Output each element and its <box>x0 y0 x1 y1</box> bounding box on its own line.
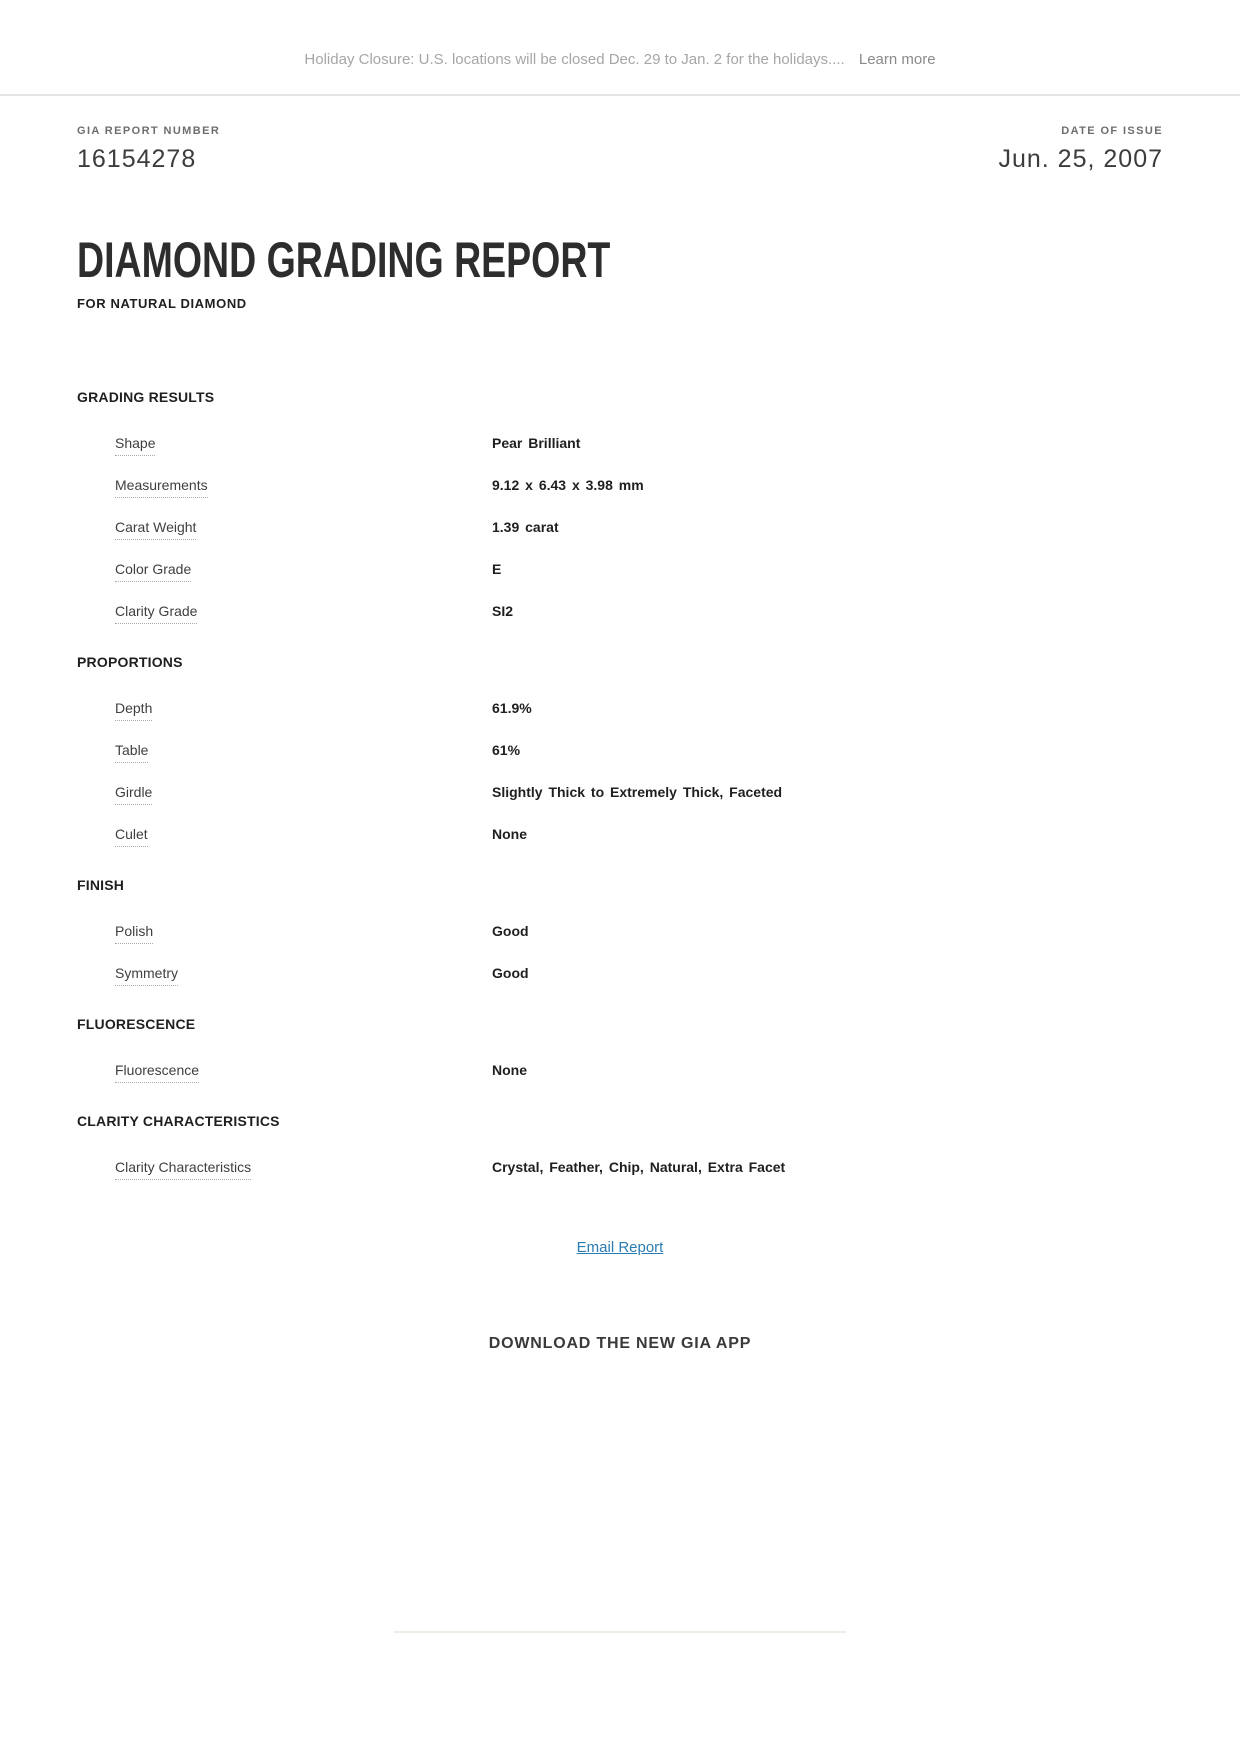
grading-results-rows <box>77 434 1163 624</box>
spec-row-clarity-grade <box>115 602 1163 624</box>
spec-row-depth <box>115 699 1163 721</box>
spec-label-shape[interactable]: Shape <box>115 434 155 456</box>
section-heading-finish: FINISH <box>77 877 125 893</box>
spec-value-depth: 61.9% <box>492 700 532 716</box>
spec-row-carat-weight <box>115 518 1163 540</box>
date-of-issue-label: DATE OF ISSUE <box>1061 125 1163 137</box>
holiday-banner <box>0 0 1240 96</box>
report-number-label: GIA REPORT NUMBER <box>77 125 221 137</box>
learn-more-link[interactable]: Learn more <box>858 51 936 68</box>
cutoff-image-edge <box>394 1631 846 1633</box>
spec-value-symmetry: Good <box>492 965 529 981</box>
clarity-characteristics-rows <box>77 1158 1163 1180</box>
date-of-issue-value: Jun. 25, 2007 <box>998 145 1163 173</box>
report-content <box>0 124 1240 1633</box>
section-heading-clarity-characteristics: CLARITY CHARACTERISTICS <box>77 1113 280 1129</box>
proportions-rows <box>77 699 1163 847</box>
section-clarity-characteristics <box>77 1112 1163 1180</box>
spec-label-fluorescence[interactable]: Fluorescence <box>115 1061 199 1083</box>
spec-label-symmetry[interactable]: Symmetry <box>115 964 178 986</box>
holiday-banner-message: Holiday Closure: U.S. locations will be closed Dec. 29 to Jan. 2 for the holidays.... <box>304 51 845 68</box>
spec-label-carat-weight[interactable]: Carat Weight <box>115 518 196 540</box>
page-title: DIAMOND GRADING REPORT <box>77 232 611 288</box>
spec-value-color-grade: E <box>492 561 502 577</box>
section-fluorescence <box>77 1015 1163 1083</box>
fluorescence-rows <box>77 1061 1163 1083</box>
spec-row-culet <box>115 825 1163 847</box>
spec-row-shape <box>115 434 1163 456</box>
finish-rows <box>77 922 1163 986</box>
spec-label-polish[interactable]: Polish <box>115 922 153 944</box>
spec-value-clarity-characteristics: Crystal, Feather, Chip, Natural, Extra Facet <box>492 1159 786 1175</box>
spec-row-table <box>115 741 1163 763</box>
spec-row-clarity-characteristics <box>115 1158 1163 1180</box>
spec-label-girdle[interactable]: Girdle <box>115 783 152 805</box>
section-heading-grading-results: GRADING RESULTS <box>77 389 215 405</box>
page-subtitle: FOR NATURAL DIAMOND <box>77 296 247 311</box>
spec-value-shape: Pear Brilliant <box>492 435 581 451</box>
spec-value-girdle: Slightly Thick to Extremely Thick, Faceted <box>492 784 783 800</box>
spec-label-clarity-grade[interactable]: Clarity Grade <box>115 602 197 624</box>
section-heading-proportions: PROPORTIONS <box>77 654 183 670</box>
section-finish <box>77 876 1163 986</box>
spec-row-fluorescence <box>115 1061 1163 1083</box>
spec-label-table[interactable]: Table <box>115 741 148 763</box>
report-number-block <box>77 124 220 174</box>
report-number-value: 16154278 <box>77 145 197 173</box>
section-proportions <box>77 653 1163 847</box>
spec-label-measurements[interactable]: Measurements <box>115 476 208 498</box>
email-report-link[interactable]: Email Report <box>576 1239 664 1256</box>
download-gia-app-heading: DOWNLOAD THE NEW GIA APP <box>488 1335 752 1352</box>
spec-row-polish <box>115 922 1163 944</box>
spec-label-depth[interactable]: Depth <box>115 699 152 721</box>
spec-value-culet: None <box>492 826 527 842</box>
spec-value-carat-weight: 1.39 carat <box>492 519 559 535</box>
holiday-banner-text <box>0 50 1240 70</box>
spec-row-measurements <box>115 476 1163 498</box>
spec-value-fluorescence: None <box>492 1062 527 1078</box>
spec-value-table: 61% <box>492 742 521 758</box>
spec-value-measurements: 9.12 x 6.43 x 3.98 mm <box>492 477 644 493</box>
spec-value-clarity-grade: SI2 <box>492 603 514 619</box>
spec-row-girdle <box>115 783 1163 805</box>
spec-value-polish: Good <box>492 923 529 939</box>
report-footer <box>77 1200 1163 1633</box>
report-meta <box>77 124 1163 174</box>
section-heading-fluorescence: FLUORESCENCE <box>77 1016 196 1032</box>
spec-label-color-grade[interactable]: Color Grade <box>115 560 191 582</box>
date-of-issue-block <box>998 124 1163 174</box>
spec-row-symmetry <box>115 964 1163 986</box>
spec-label-culet[interactable]: Culet <box>115 825 148 847</box>
spec-label-clarity-characteristics[interactable]: Clarity Characteristics <box>115 1158 251 1180</box>
section-grading-results <box>77 388 1163 624</box>
spec-row-color-grade <box>115 560 1163 582</box>
